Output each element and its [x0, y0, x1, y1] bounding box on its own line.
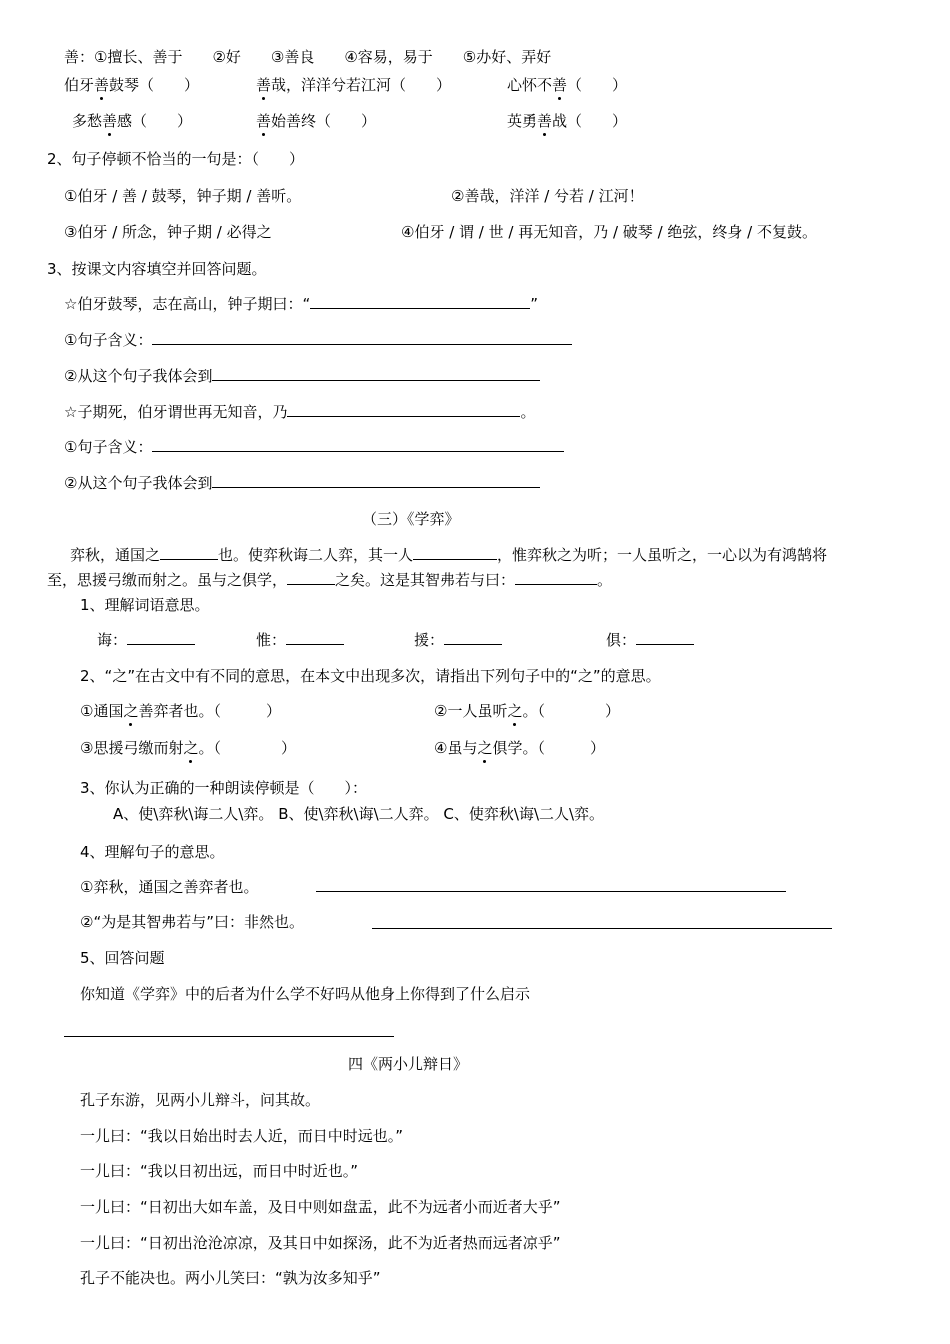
q2-option-2: ②善哉，洋洋 / 兮若 / 江河！ [451, 187, 644, 205]
answer-blank[interactable] [287, 570, 335, 585]
q3-b-feel [64, 473, 540, 493]
sec4-line-3: 一儿曰：“我以日初出远，而日中时近也。” [80, 1162, 359, 1180]
q2-option-4: ④伯牙 / 谓 / 世 / 再无知音，乃 / 破琴 / 绝弦，终身 / 不复鼓。 [401, 223, 817, 241]
answer-blank[interactable] [160, 545, 218, 560]
vocab-label: 援： [414, 631, 445, 649]
q3-b-prefix: ☆子期死，伯牙谓世再无知音，乃 [64, 403, 288, 421]
meaning-label: ①句子含义： [64, 331, 153, 349]
shan-definitions: 善：①擅长、善于 ②好 ③善良 ④容易，易于 ⑤办好、弄好 [64, 48, 552, 66]
answer-blank[interactable] [212, 366, 540, 381]
shan-item-6: 英勇善战（ ） [507, 112, 628, 130]
q3-a-prefix: ☆伯牙鼓琴，志在高山，钟子期曰：“ [64, 295, 311, 313]
sec4-line-5: 一儿曰：“日初出沧沧凉凉，及其日中如探汤，此不为近者热而远者凉乎” [80, 1234, 561, 1252]
answer-blank[interactable] [413, 545, 497, 560]
answer-blank[interactable] [444, 630, 502, 645]
answer-blank[interactable] [286, 630, 344, 645]
q3-a-suffix: ” [530, 295, 539, 313]
passage-line-2 [47, 570, 612, 590]
sec3-q5-text: 你知道《学弈》中的后者为什么学不好吗从他身上你得到了什么启示 [80, 985, 531, 1003]
answer-blank[interactable] [515, 570, 597, 585]
sec3-question-2: 2、“之”在古文中有不同的意思，在本文中出现多次，请指出下列句子中的“之”的意思。 [80, 667, 661, 685]
answer-blank[interactable] [152, 437, 564, 452]
shan-item-2 [256, 75, 451, 95]
vocab-label: 诲： [97, 631, 128, 649]
zhi-item-3 [80, 738, 296, 758]
q3-a [64, 294, 538, 314]
answer-blank[interactable] [310, 294, 530, 309]
passage-text: 弈秋，通国之 [70, 546, 161, 564]
zhi-item-4 [434, 738, 605, 758]
answer-line[interactable] [64, 1036, 394, 1037]
sec3-question-1: 1、理解词语意思。 [80, 596, 210, 614]
answer-blank[interactable] [287, 402, 520, 417]
feel-label: ②从这个句子我体会到 [64, 367, 213, 385]
shan-item-1-rest: 鼓琴（ ） [109, 76, 200, 94]
q2-option-3: ③伯牙 / 所念，钟子期 / 必得之 [64, 223, 272, 241]
sec4-line-4: 一儿曰：“日初出大如车盖，及日中则如盘盂，此不为远者小而近者大乎” [80, 1198, 561, 1216]
section-3-title: （三）《学弈》 [362, 510, 460, 528]
sec4-line-2: 一儿曰：“我以日始出时去人近，而日中时远也。” [80, 1127, 404, 1145]
passage-line-1 [70, 545, 827, 565]
vocab-3 [414, 630, 502, 650]
dotted-char: 善 [256, 76, 272, 94]
answer-blank[interactable] [152, 330, 572, 345]
zhi-pre: ①通国 [80, 702, 124, 720]
vocab-2 [256, 630, 344, 650]
zhi-pre: ④虽与 [434, 739, 478, 757]
dotted-char: 善 [256, 112, 272, 130]
section-4-title: 四《两小儿辩日》 [348, 1055, 469, 1073]
shan-item-3: 心怀不善（ ） [507, 76, 628, 94]
dotted-char: 之 [507, 702, 523, 720]
vocab-1 [97, 630, 195, 650]
sec3-question-4: 4、理解句子的意思。 [80, 843, 225, 861]
answer-line[interactable] [316, 891, 786, 892]
dotted-char: 善 [102, 112, 118, 130]
dotted-char: 善 [94, 76, 110, 94]
shan-item-4-rest: 感（ ） [117, 112, 193, 130]
answer-blank[interactable] [127, 630, 195, 645]
passage-text: ，惟弈秋之为听；一人虽听之，一心以为有鸿鹄将 [497, 546, 828, 564]
zhi-post: 俱学。（ ） [492, 739, 605, 757]
question-3: 3、按课文内容填空并回答问题。 [47, 260, 267, 278]
q3-b-meaning [64, 437, 564, 457]
passage-text: 之矣。这是其智弗若与曰： [335, 571, 516, 589]
question-2: 2、句子停顿不恰当的一句是：（ ） [47, 150, 305, 168]
vocab-label: 俱： [606, 631, 637, 649]
shan-item-2-rest: 哉，洋洋兮若江河（ ） [271, 76, 452, 94]
shan-item-5-rest: 始善终（ ） [271, 112, 377, 130]
vocab-4 [606, 630, 694, 650]
sec3-q4-a: ①弈秋，通国之善弈者也。 [80, 878, 259, 896]
sec3-question-5: 5、回答问题 [80, 949, 165, 967]
dotted-char: 善 [552, 76, 568, 94]
zhi-pre: ②一人虽听 [434, 702, 508, 720]
q3-b [64, 402, 535, 422]
sec3-q3-options: A、使\弈秋\诲二人\弈。 B、使\弈秋\诲\二人弈。 C、使弈秋\诲\二人\弈。 [113, 805, 605, 823]
shan-item-1: 伯牙善鼓琴（ ） [64, 76, 200, 94]
sec3-question-3: 3、你认为正确的一种朗读停顿是（ ）： [80, 779, 368, 797]
shan-item-5 [256, 111, 376, 131]
dotted-char: 之 [183, 739, 199, 757]
sec4-line-6: 孔子不能决也。两小儿笑曰：“孰为汝多知乎” [80, 1269, 381, 1287]
shan-item-4: 多愁善感（ ） [72, 112, 193, 130]
meaning-label: ①句子含义： [64, 438, 153, 456]
q3-a-meaning [64, 330, 572, 350]
dotted-char: 之 [123, 702, 139, 720]
shan-item-6-rest: 战（ ） [552, 112, 628, 130]
passage-text: 至，思援弓缴而射之。虽与之俱学， [47, 571, 288, 589]
sec3-q4-b: ②“为是其智弗若与”曰：非然也。 [80, 913, 304, 931]
dotted-char: 善 [537, 112, 553, 130]
answer-line[interactable] [372, 928, 832, 929]
zhi-post: 善弈者也。（ ） [138, 702, 281, 720]
zhi-item-2 [434, 701, 620, 721]
q3-b-suffix: 。 [520, 403, 536, 421]
vocab-label: 惟： [256, 631, 287, 649]
feel-label: ②从这个句子我体会到 [64, 474, 213, 492]
dotted-char: 之 [477, 739, 493, 757]
passage-text: 。 [597, 571, 613, 589]
zhi-post: 。（ ） [198, 739, 296, 757]
zhi-post: 。（ ） [522, 702, 620, 720]
passage-text: 也。使弈秋诲二人弈，其一人 [218, 546, 414, 564]
q2-option-1: ①伯牙 / 善 / 鼓琴，钟子期 / 善听。 [64, 187, 302, 205]
sec4-line-1: 孔子东游，见两小儿辩斗，问其故。 [80, 1091, 321, 1109]
shan-item-3-rest: （ ） [567, 76, 628, 94]
answer-blank[interactable] [636, 630, 694, 645]
zhi-pre: ③思援弓缴而射 [80, 739, 184, 757]
zhi-item-1 [80, 701, 281, 721]
answer-blank[interactable] [212, 473, 540, 488]
q3-a-feel [64, 366, 540, 386]
